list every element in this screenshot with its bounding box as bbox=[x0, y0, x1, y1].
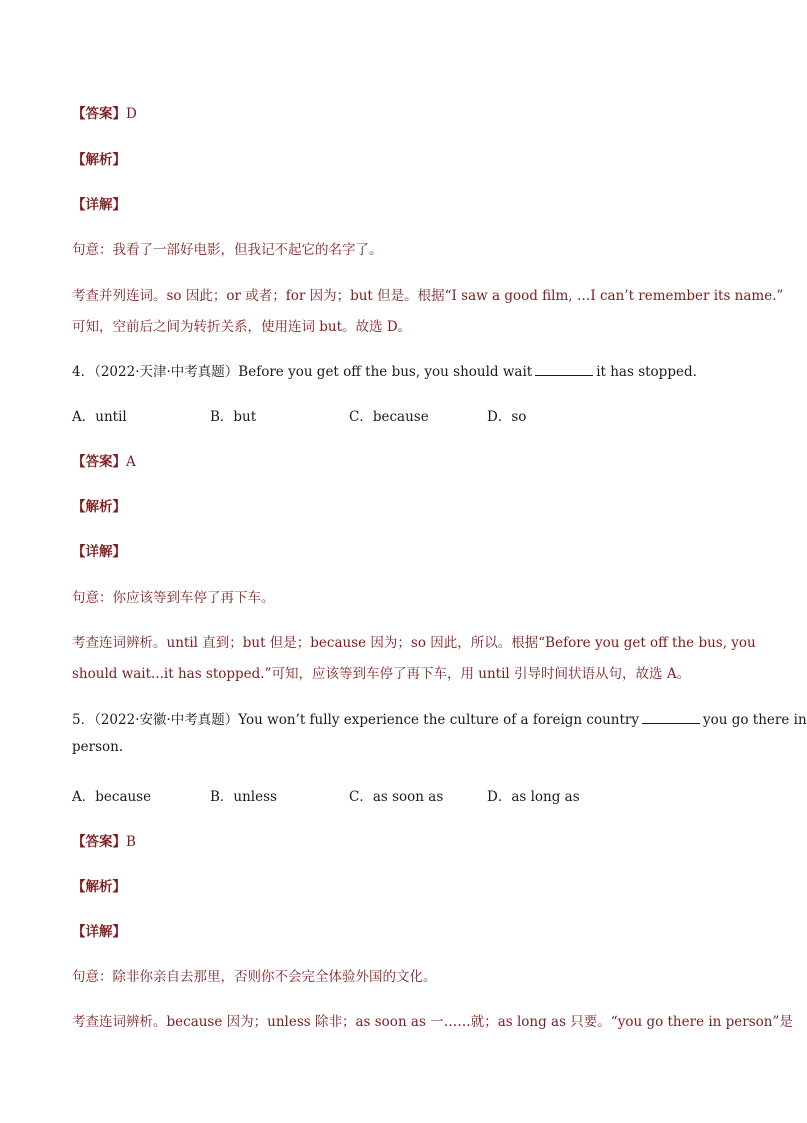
question-number: 5． bbox=[72, 712, 95, 728]
q3-answer bbox=[72, 102, 137, 122]
q3-explanation-line1: 考查并列连词。so 因此；or 或者；for 因为；but 但是。根据“I saw a good film, …I can’t remember its name.” bbox=[72, 288, 784, 304]
stem-before: You won’t fully experience the culture of a foreign country bbox=[238, 712, 639, 728]
stem-after: you go there in bbox=[703, 712, 807, 728]
q5-option-c: C．as soon as bbox=[349, 789, 444, 805]
stem-after: it has stopped. bbox=[596, 364, 697, 380]
answer-value: A bbox=[126, 454, 136, 470]
answer-label: 【答案】 bbox=[72, 106, 126, 122]
answer-label: 【答案】 bbox=[72, 834, 126, 850]
question-source: （2022·天津·中考真题） bbox=[94, 364, 239, 380]
q5-analysis-label: 【解析】 bbox=[72, 879, 126, 895]
q5-option-b: B．unless bbox=[210, 789, 277, 805]
q4-explanation-line2: should wait...it has stopped.”可知，应该等到车停了再下车，用 until 引导时间状语从句，故选 A。 bbox=[72, 666, 691, 682]
q5-answer bbox=[72, 830, 136, 850]
q5-stem-line2: person. bbox=[72, 739, 124, 755]
q3-detail-label: 【详解】 bbox=[72, 197, 126, 213]
q4-explanation-line1: 考查连词辨析。until 直到；but 但是；because 因为；so 因此，所以。根据“Before you get off the bus, you bbox=[72, 635, 756, 651]
stem-before: Before you get off the bus, you should wait bbox=[238, 364, 533, 380]
question-source: （2022·安徽·中考真题） bbox=[94, 712, 239, 728]
answer-blank bbox=[642, 712, 700, 724]
q4-meaning: 句意：你应该等到车停了再下车。 bbox=[72, 590, 275, 606]
q5-meaning: 句意：除非你亲自去那里，否则你不会完全体验外国的文化。 bbox=[72, 969, 437, 985]
q5-option-d: D．as long as bbox=[487, 789, 580, 805]
q4-detail-label: 【详解】 bbox=[72, 544, 126, 560]
q3-analysis-label: 【解析】 bbox=[72, 152, 126, 168]
answer-value: B bbox=[126, 834, 136, 850]
answer-blank bbox=[535, 364, 593, 376]
q4-option-d: D．so bbox=[487, 409, 527, 425]
q4-option-c: C．because bbox=[349, 409, 429, 425]
q5-explanation-line1: 考查连词辨析。because 因为；unless 除非；as soon as 一……就；as long as 只要。“you go there in person”是 bbox=[72, 1014, 793, 1030]
q4-option-b: B．but bbox=[210, 409, 257, 425]
q5-option-a: A．because bbox=[72, 789, 152, 805]
answer-label: 【答案】 bbox=[72, 454, 126, 470]
q3-explanation-line2: 可知，空前后之间为转折关系，使用连词 but。故选 D。 bbox=[72, 319, 412, 335]
q4-stem bbox=[72, 360, 697, 380]
question-number: 4． bbox=[72, 364, 95, 380]
answer-value: D bbox=[126, 106, 137, 122]
q5-stem bbox=[72, 708, 807, 728]
q4-option-a: A．until bbox=[72, 409, 127, 425]
q3-meaning: 句意：我看了一部好电影，但我记不起它的名字了。 bbox=[72, 242, 383, 258]
q4-answer bbox=[72, 450, 136, 470]
q5-detail-label: 【详解】 bbox=[72, 924, 126, 940]
q4-analysis-label: 【解析】 bbox=[72, 499, 126, 515]
